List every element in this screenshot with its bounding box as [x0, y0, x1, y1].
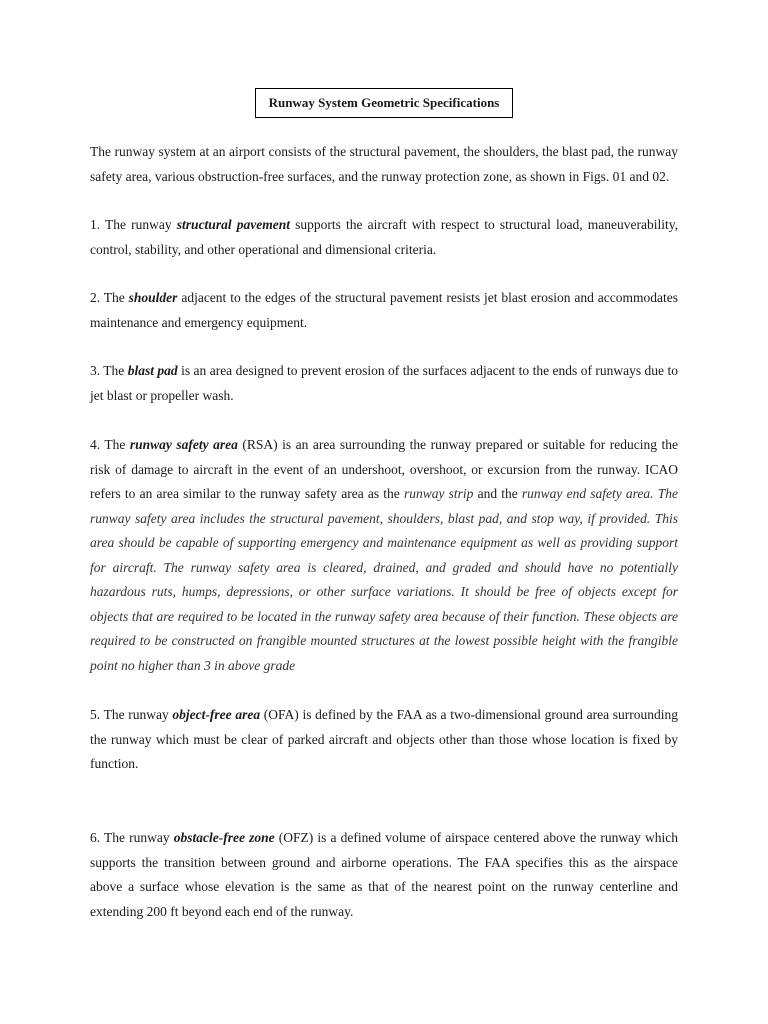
term-obstacle-free-zone: obstacle-free zone	[173, 830, 275, 845]
term-runway-strip: runway strip	[403, 486, 474, 501]
paragraph-4	[90, 433, 678, 678]
paragraph-3	[90, 359, 678, 408]
paragraph-3-prefix: 3. The	[90, 363, 128, 378]
term-structural-pavement: structural pavement	[176, 217, 290, 232]
paragraph-5	[90, 703, 678, 777]
paragraph-1-prefix: 1. The runway	[90, 217, 177, 232]
intro-paragraph: The runway system at an airport consists of the structural pavement, the shoulders, the blast pad, the runway safety area, various obstruction-free surfaces, and the runway protection zone, as shown in Figs. 01 and 02.	[90, 144, 678, 184]
term-shoulder: shoulder	[128, 290, 178, 305]
paragraph-6	[90, 826, 678, 924]
paragraph-6-prefix: 6. The runway	[90, 830, 174, 845]
term-object-free-area: object-free area	[172, 707, 261, 722]
paragraph-5-prefix: 5. The runway	[90, 707, 173, 722]
term-blast-pad: blast pad	[127, 363, 178, 378]
paragraph-4-prefix: 4. The	[90, 437, 130, 452]
paragraph-1	[90, 213, 678, 262]
paragraph-4-body: (RSA) is an area surrounding the runway prepared or suitable for reducing the risk of damage to aircraft in the event of an undershoot, overshoot, or excursion from the runway. ICAO refers to an area similar to the runway safety area as the	[90, 437, 678, 501]
paragraph-1-body: supports the aircraft with respect to structural load, maneuverability, control, stability, and other operational and dimensional criteria.	[90, 217, 678, 257]
paragraph-2-body: adjacent to the edges of the structural pavement resists jet blast erosion and accommodates maintenance and emergency equipment.	[90, 290, 678, 330]
paragraph-4-italic-tail: runway end safety area. The runway safety area includes the structural pavement, shoulders, blast pad, and stop way, if provided. This area should be capable of supporting emergency and maintenance equipment as well as providing support for aircraft. The runway safety area is cleared, drained, and graded and should have no potentially hazardous ruts, humps, depressions, or other surface variations. It should be free of objects except for objects that are required to be located in the runway safety area because of their function. These objects are required to be constructed on frangible mounted structures at the lowest possible height with the frangible point no higher than 3 in above grade	[90, 486, 678, 673]
document-title: Runway System Geometric Specifications	[255, 88, 513, 118]
paragraph-2	[90, 286, 678, 335]
paragraph-3-body: is an area designed to prevent erosion of the surfaces adjacent to the ends of runways due to jet blast or propeller wash.	[90, 363, 678, 403]
term-runway-safety-area: runway safety area	[129, 437, 238, 452]
paragraph-4-connector: and the	[473, 486, 522, 501]
paragraph-5-body: (OFA) is defined by the FAA as a two-dimensional ground area surrounding the runway which must be clear of parked aircraft and objects other than those whose location is fixed by function.	[90, 707, 678, 771]
paragraph-6-body: (OFZ) is a defined volume of airspace centered above the runway which supports the transition between ground and airborne operations. The FAA specifies this as the airspace above a surface whose elevation is the same as that of the nearest point on the runway centerline and extending 200 ft beyond each end of the runway.	[90, 830, 678, 919]
paragraph-2-prefix: 2. The	[90, 290, 129, 305]
